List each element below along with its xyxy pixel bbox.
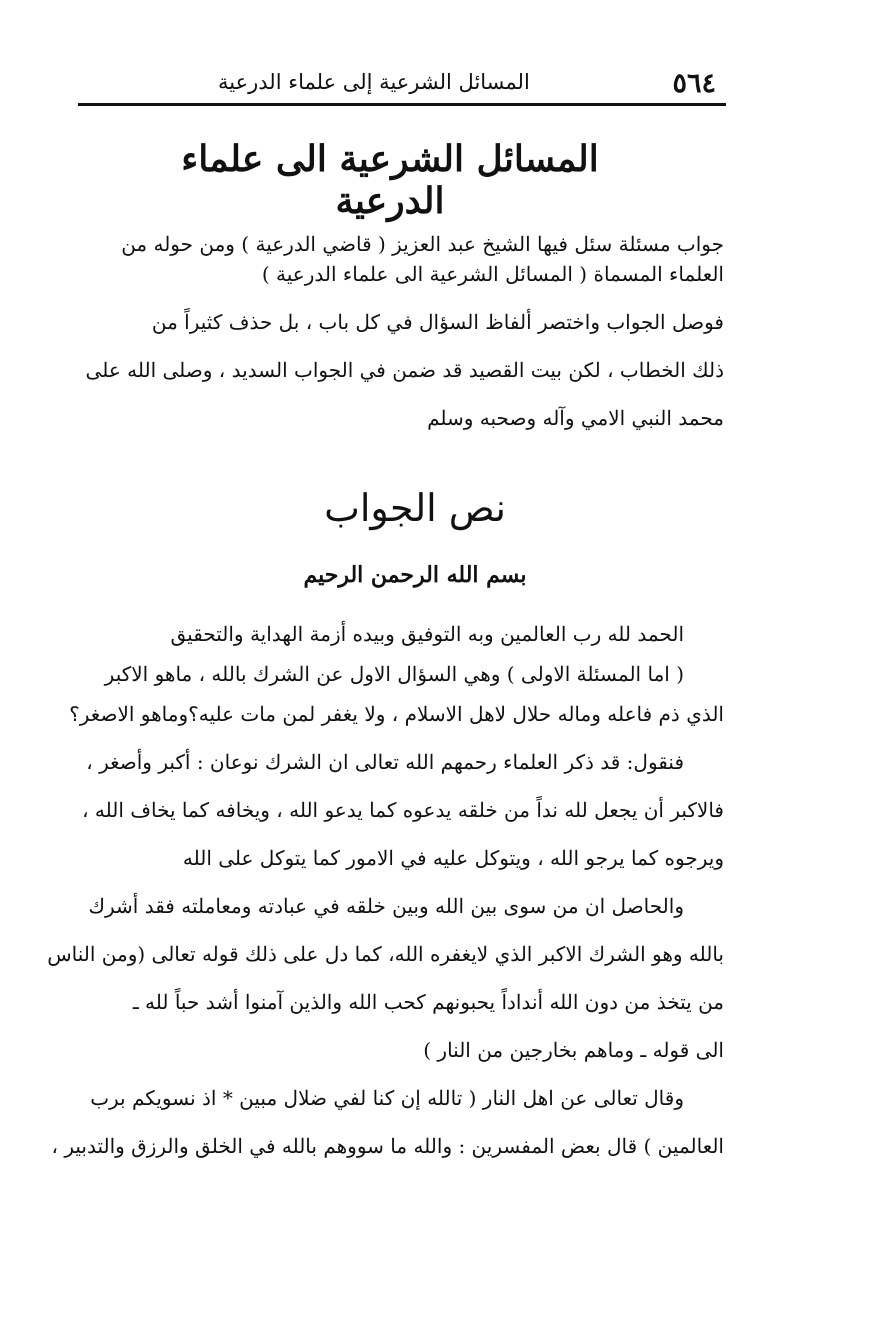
text-line: فنقول: قد ذكر العلماء رحمهم الله تعالى ان الشرك نوعان : أكبر وأصغر ، (86, 750, 684, 774)
text-line: الى قوله ـ وماهم بخارجين من النار ) (423, 1038, 724, 1062)
text-line: العلماء المسماة ( المسائل الشرعية الى علماء الدرعية ) (261, 262, 724, 286)
header-rule (78, 103, 726, 106)
text-line: والحاصل ان من سوى بين الله وبين خلقه في عبادته ومعاملته فقد أشرك (88, 894, 684, 918)
text-line: جواب مسئلة سئل فيها الشيخ عبد العزيز ( قاضي الدرعية ) ومن حوله من (121, 232, 724, 256)
text-line: الذي ذم فاعله وماله حلال لاهل الاسلام ، ولا يغفر لمن مات عليه؟وماهو الاصغر؟ (69, 702, 724, 726)
basmala: بسم الله الرحمن الرحيم (303, 562, 527, 588)
page-title: المسائل الشرعية الى علماء الدرعية (181, 138, 599, 222)
text-line: فالاكبر أن يجعل لله نداً من خلقه يدعوه كما يدعو الله ، ويخافه كما يخاف الله ، (82, 798, 724, 822)
text-line: وقال تعالى عن اهل النار ( تالله إن كنا لفي ضلال مبين * اذ نسويكم برب (90, 1086, 684, 1110)
intro-paragraph (74, 232, 724, 431)
text-line: بالله وهو الشرك الاكبر الذي لايغفره الله، كما دل على ذلك قوله تعالى (ومن الناس (47, 942, 724, 966)
answer-body (47, 622, 724, 1159)
text-line: ذلك الخطاب ، لكن بيت القصيد قد ضمن في الجواب السديد ، وصلى الله على (85, 358, 724, 382)
text-line: ويرجوه كما يرجو الله ، ويتوكل عليه في الامور كما يتوكل على الله (182, 846, 724, 870)
page-number: ٥٦٤ (672, 68, 716, 99)
running-title: المسائل الشرعية إلى علماء الدرعية (218, 70, 530, 94)
text-line: من يتخذ من دون الله أنداداً يحبونهم كحب الله والذين آمنوا أشد حباً لله ـ (132, 990, 724, 1014)
page-header (78, 62, 720, 102)
text-line: محمد النبي الامي وآله وصحبه وسلم (427, 406, 724, 430)
text-line: الحمد لله رب العالمين وبه التوفيق وبيده أزمة الهداية والتحقيق (170, 622, 684, 646)
section-heading: نص الجواب (324, 486, 506, 530)
text-line: فوصل الجواب واختصر ألفاظ السؤال في كل باب ، بل حذف كثيراً من (151, 310, 724, 334)
text-line: العالمين ) قال بعض المفسرين : والله ما سووهم بالله في الخلق والرزق والتدبير ، (51, 1134, 724, 1158)
text-line: ( اما المسئلة الاولى ) وهي السؤال الاول عن الشرك بالله ، ماهو الاكبر (104, 662, 684, 686)
